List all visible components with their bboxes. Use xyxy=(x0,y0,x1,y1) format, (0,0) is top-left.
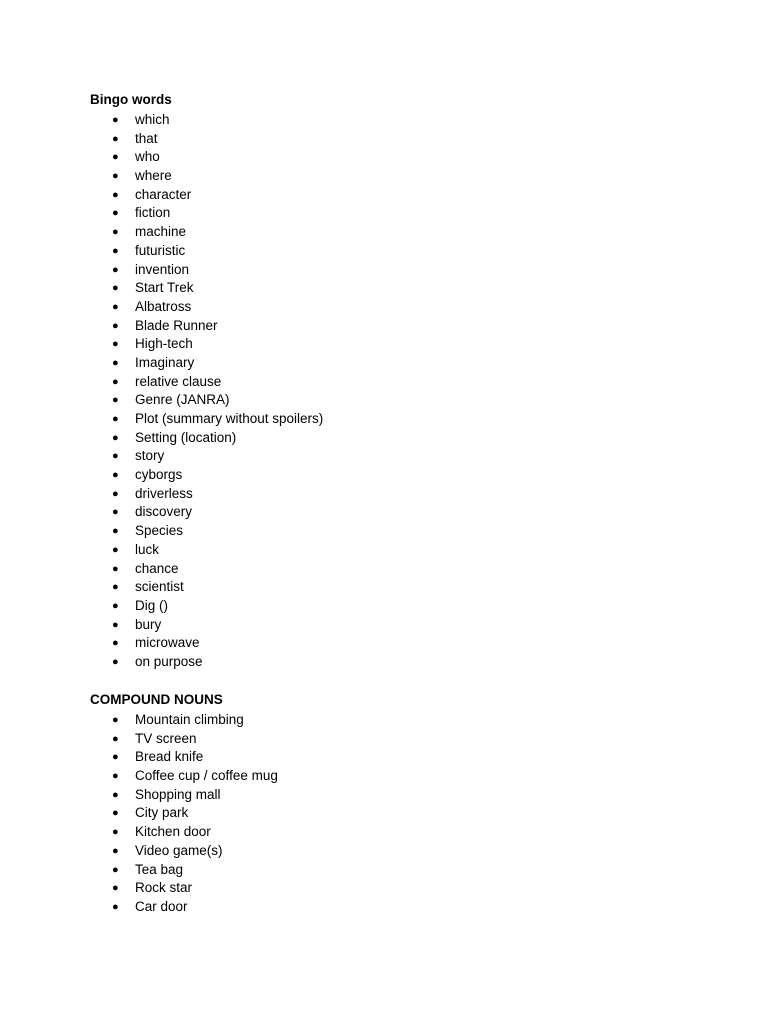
list-item xyxy=(90,261,323,280)
list-item-text: microwave xyxy=(135,635,200,651)
list-item-text: scientist xyxy=(135,579,184,595)
bullet-icon: ● xyxy=(112,356,119,369)
list-item xyxy=(90,842,278,861)
bingo-word-list xyxy=(90,111,323,672)
bullet-icon: ● xyxy=(112,900,119,913)
list-item-text: Car door xyxy=(135,898,188,914)
bullet-icon: ● xyxy=(112,487,119,500)
bullet-icon: ● xyxy=(112,244,119,257)
list-item xyxy=(90,242,323,261)
bullet-icon: ● xyxy=(112,338,119,351)
list-item-text: invention xyxy=(135,261,190,277)
list-item-text: who xyxy=(135,149,160,165)
list-item-text: Genre (JANRA) xyxy=(135,392,230,408)
list-item xyxy=(90,466,323,485)
bullet-icon: ● xyxy=(112,655,119,668)
list-item xyxy=(90,298,323,317)
list-item xyxy=(90,223,323,242)
list-item xyxy=(90,148,323,167)
list-item xyxy=(90,786,278,805)
bullet-icon: ● xyxy=(112,151,119,164)
bullet-icon: ● xyxy=(112,207,119,220)
list-item-text: Species xyxy=(135,523,184,539)
list-item-text: character xyxy=(135,186,192,202)
list-item-text: fiction xyxy=(135,205,171,221)
bullet-icon: ● xyxy=(112,751,119,764)
list-item xyxy=(90,823,278,842)
list-item xyxy=(90,391,323,410)
bullet-icon: ● xyxy=(112,188,119,201)
bullet-icon: ● xyxy=(112,618,119,631)
list-item-text: Plot (summary without spoilers) xyxy=(135,411,324,426)
list-item xyxy=(90,317,323,336)
bullet-icon: ● xyxy=(112,882,119,895)
bullet-icon: ● xyxy=(112,562,119,575)
list-item-text: Dig () xyxy=(135,597,168,613)
list-item xyxy=(90,186,323,205)
list-item xyxy=(90,410,323,429)
list-item xyxy=(90,503,323,522)
bullet-icon: ● xyxy=(112,469,119,482)
bullet-icon: ● xyxy=(112,170,119,183)
list-item-text: bury xyxy=(135,616,162,632)
bullet-icon: ● xyxy=(112,226,119,239)
list-item-text: Rock star xyxy=(135,880,193,896)
list-item xyxy=(90,167,323,186)
list-item-text: which xyxy=(135,112,170,127)
list-item xyxy=(90,204,323,223)
section-compound-nouns xyxy=(90,691,278,917)
list-item xyxy=(90,429,323,448)
bullet-icon: ● xyxy=(112,714,119,726)
bullet-icon: ● xyxy=(112,637,119,650)
bullet-icon: ● xyxy=(112,394,119,407)
list-item xyxy=(90,730,278,749)
list-item xyxy=(90,861,278,880)
list-item-text: Setting (location) xyxy=(135,429,237,445)
list-item xyxy=(90,111,323,130)
list-item xyxy=(90,767,278,786)
list-item-text: cyborgs xyxy=(135,467,183,483)
list-item xyxy=(90,522,323,541)
list-item-text: futuristic xyxy=(135,242,186,258)
list-item xyxy=(90,804,278,823)
list-item xyxy=(90,560,323,579)
bullet-icon: ● xyxy=(112,300,119,313)
list-item-text: Start Trek xyxy=(135,280,194,296)
list-item xyxy=(90,541,323,560)
list-item-text: story xyxy=(135,448,165,464)
bullet-icon: ● xyxy=(112,732,119,745)
list-item-text: High-tech xyxy=(135,336,193,352)
list-item xyxy=(90,748,278,767)
list-item-text: discovery xyxy=(135,504,193,520)
bullet-icon: ● xyxy=(112,863,119,876)
section-bingo-words xyxy=(90,91,323,672)
list-item xyxy=(90,597,323,616)
list-item xyxy=(90,130,323,149)
list-item-text: chance xyxy=(135,560,179,576)
bullet-icon: ● xyxy=(112,826,119,839)
bullet-icon: ● xyxy=(112,263,119,276)
list-item xyxy=(90,879,278,898)
compound-noun-list xyxy=(90,711,278,917)
list-item xyxy=(90,335,323,354)
list-item-text: TV screen xyxy=(135,730,197,746)
list-item-text: luck xyxy=(135,541,160,557)
bullet-icon: ● xyxy=(112,788,119,801)
list-item xyxy=(90,354,323,373)
bullet-icon: ● xyxy=(112,770,119,783)
bullet-icon: ● xyxy=(112,319,119,332)
bullet-icon: ● xyxy=(112,844,119,857)
list-item-text: Kitchen door xyxy=(135,824,211,840)
section-heading: COMPOUND NOUNS xyxy=(90,692,223,707)
bullet-icon: ● xyxy=(112,581,119,594)
list-item-text: on purpose xyxy=(135,653,203,669)
list-item xyxy=(90,616,323,635)
list-item-text: driverless xyxy=(135,485,193,501)
section-heading: Bingo words xyxy=(90,92,172,107)
list-item-text: Mountain climbing xyxy=(135,712,244,727)
list-item-text: Shopping mall xyxy=(135,786,221,802)
bullet-icon: ● xyxy=(112,375,119,388)
list-item-text: that xyxy=(135,130,158,146)
bullet-icon: ● xyxy=(112,282,119,295)
list-item-text: Albatross xyxy=(135,298,192,314)
list-item-text: relative clause xyxy=(135,373,222,389)
bullet-icon: ● xyxy=(112,114,119,126)
list-item-text: Blade Runner xyxy=(135,317,218,333)
list-item-text: Imaginary xyxy=(135,354,195,370)
list-item-text: Tea bag xyxy=(135,861,184,877)
bullet-icon: ● xyxy=(112,599,119,612)
bullet-icon: ● xyxy=(112,450,119,463)
list-item xyxy=(90,653,323,672)
list-item xyxy=(90,634,323,653)
list-item xyxy=(90,711,278,730)
list-item xyxy=(90,373,323,392)
bullet-icon: ● xyxy=(112,413,119,425)
list-item-text: machine xyxy=(135,224,187,240)
list-item xyxy=(90,447,323,466)
list-item xyxy=(90,485,323,504)
list-item-text: where xyxy=(135,168,172,184)
bullet-icon: ● xyxy=(112,132,119,145)
list-item xyxy=(90,279,323,298)
list-item-text: City park xyxy=(135,805,189,821)
bullet-icon: ● xyxy=(112,807,119,820)
bullet-icon: ● xyxy=(112,543,119,556)
bullet-icon: ● xyxy=(112,431,119,444)
bullet-icon: ● xyxy=(112,506,119,519)
bullet-icon: ● xyxy=(112,525,119,538)
list-item xyxy=(90,578,323,597)
list-item-text: Coffee cup / coffee mug xyxy=(135,768,278,784)
list-item-text: Bread knife xyxy=(135,749,204,765)
list-item-text: Video game(s) xyxy=(135,842,223,858)
list-item xyxy=(90,898,278,917)
